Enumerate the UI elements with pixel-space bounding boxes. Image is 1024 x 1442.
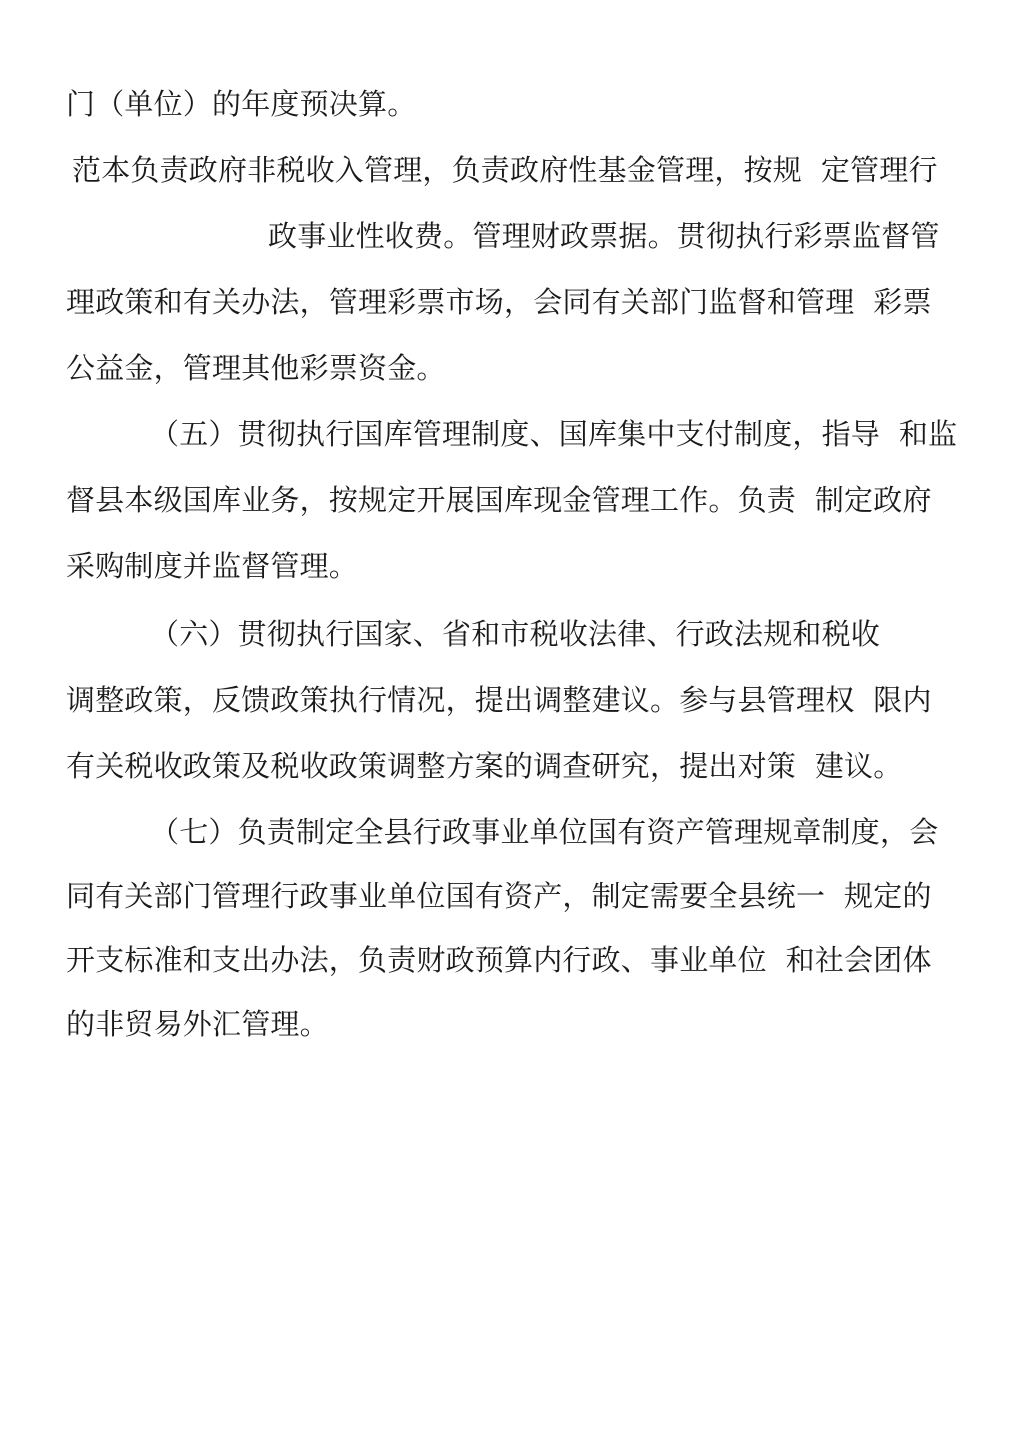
text-line: 政事业性收费。管理财政票据。贯彻执行彩票监督管 [268, 219, 940, 253]
text-line: （六）贯彻执行国家、省和市税收法律、行政法规和税收 [150, 617, 881, 651]
text-line: 门（单位）的年度预决算。 [66, 87, 417, 121]
text-line: 公益金，管理其他彩票资金。 [66, 351, 446, 385]
text-line: 同有关部门管理行政事业单位国有资产，制定需要全县统一 规定的 [66, 879, 932, 913]
text-line: （七）负责制定全县行政事业单位国有资产管理规章制度，会 [150, 815, 939, 849]
text-line: （五）贯彻执行国库管理制度、国库集中支付制度，指导 和监 [150, 417, 958, 451]
text-line: 有关税收政策及税收政策调整方案的调查研究，提出对策 建议。 [66, 749, 903, 783]
text-line: 的非贸易外汇管理。 [66, 1007, 329, 1041]
text-line: 范本负责政府非税收入管理，负责政府性基金管理，按规 定管理行 [72, 153, 938, 187]
text-line: 开支标准和支出办法，负责财政预算内行政、事业单位 和社会团体 [66, 943, 932, 977]
text-line: 采购制度并监督管理。 [66, 549, 359, 583]
text-line: 理政策和有关办法，管理彩票市场，会同有关部门监督和管理 彩票 [66, 285, 932, 319]
text-line: 调整政策，反馈政策执行情况，提出调整建议。参与县管理权 限内 [66, 683, 932, 717]
text-line: 督县本级国库业务，按规定开展国库现金管理工作。负责 制定政府 [66, 483, 932, 517]
